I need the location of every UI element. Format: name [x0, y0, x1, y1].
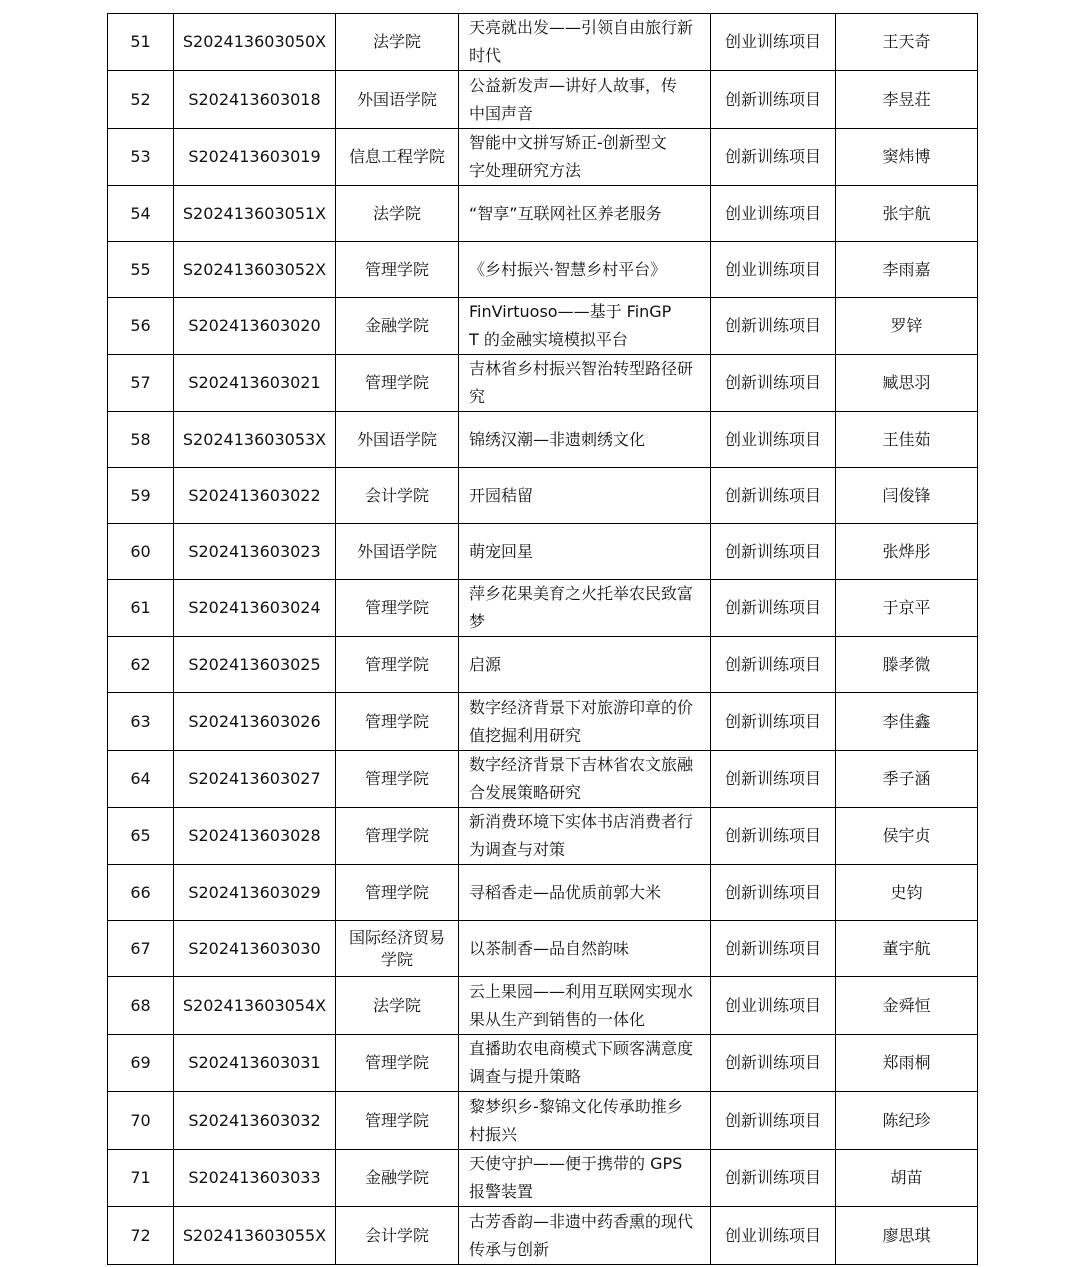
- row-number: 57: [108, 355, 174, 412]
- table-row: [108, 1035, 978, 1092]
- project-code: S202413603029: [174, 865, 336, 921]
- project-type: 创业训练项目: [711, 186, 836, 242]
- project-type: 创新训练项目: [711, 580, 836, 637]
- project-code: S202413603024: [174, 580, 336, 637]
- project-name: 萍乡花果美育之火托举农民致富 梦: [459, 580, 711, 637]
- project-leader: 侯宇贞: [836, 808, 978, 865]
- project-code: S202413603053X: [174, 412, 336, 468]
- table-row: [108, 751, 978, 808]
- college-name: 管理学院: [336, 693, 459, 751]
- college-name: 管理学院: [336, 1035, 459, 1092]
- project-leader: 王天奇: [836, 14, 978, 71]
- project-code: S202413603026: [174, 693, 336, 751]
- project-type: 创新训练项目: [711, 1035, 836, 1092]
- project-name: 黎梦织乡-黎锦文化传承助推乡 村振兴: [459, 1092, 711, 1150]
- row-number: 63: [108, 693, 174, 751]
- row-number: 51: [108, 14, 174, 71]
- table-row: [108, 637, 978, 693]
- college-name: 信息工程学院: [336, 129, 459, 186]
- project-code: S202413603020: [174, 298, 336, 355]
- project-leader: 李佳鑫: [836, 693, 978, 751]
- project-leader: 史钧: [836, 865, 978, 921]
- project-leader: 于京平: [836, 580, 978, 637]
- table-body: [108, 14, 978, 1265]
- project-name: 天使守护——便于携带的 GPS 报警装置: [459, 1150, 711, 1207]
- project-type: 创业训练项目: [711, 14, 836, 71]
- project-leader: 季子涵: [836, 751, 978, 808]
- project-type: 创新训练项目: [711, 1150, 836, 1207]
- college-name: 国际经济贸易 学院: [336, 921, 459, 977]
- table-row: [108, 977, 978, 1035]
- project-type: 创新训练项目: [711, 524, 836, 580]
- project-name: 天亮就出发——引领自由旅行新 时代: [459, 14, 711, 71]
- college-name: 管理学院: [336, 355, 459, 412]
- project-type: 创新训练项目: [711, 71, 836, 129]
- college-name: 管理学院: [336, 808, 459, 865]
- table-row: [108, 298, 978, 355]
- project-type: 创业训练项目: [711, 1207, 836, 1265]
- project-name: 以茶制香—品自然韵味: [459, 921, 711, 977]
- project-leader: 董宇航: [836, 921, 978, 977]
- table-row: [108, 808, 978, 865]
- project-leader: 李雨嘉: [836, 242, 978, 298]
- row-number: 59: [108, 468, 174, 524]
- project-name: “智享”互联网社区养老服务: [459, 186, 711, 242]
- project-name: 锦绣汉潮—非遗刺绣文化: [459, 412, 711, 468]
- project-leader: 李昱荘: [836, 71, 978, 129]
- project-code: S202413603031: [174, 1035, 336, 1092]
- college-name: 管理学院: [336, 751, 459, 808]
- project-name: FinVirtuoso——基于 FinGP T 的金融实境模拟平台: [459, 298, 711, 355]
- row-number: 62: [108, 637, 174, 693]
- college-name: 管理学院: [336, 1092, 459, 1150]
- project-name: 萌宠回星: [459, 524, 711, 580]
- row-number: 67: [108, 921, 174, 977]
- table-row: [108, 693, 978, 751]
- table-row: [108, 1150, 978, 1207]
- college-name: 金融学院: [336, 1150, 459, 1207]
- project-type: 创新训练项目: [711, 298, 836, 355]
- project-code: S202413603050X: [174, 14, 336, 71]
- project-type: 创新训练项目: [711, 921, 836, 977]
- project-name: 云上果园——利用互联网实现水 果从生产到销售的一体化: [459, 977, 711, 1035]
- project-type: 创新训练项目: [711, 129, 836, 186]
- project-code: S202413603019: [174, 129, 336, 186]
- row-number: 54: [108, 186, 174, 242]
- project-code: S202413603054X: [174, 977, 336, 1035]
- project-name: 古芳香韵—非遗中药香熏的现代 传承与创新: [459, 1207, 711, 1265]
- table-row: [108, 14, 978, 71]
- project-code: S202413603018: [174, 71, 336, 129]
- project-leader: 张烨彤: [836, 524, 978, 580]
- row-number: 71: [108, 1150, 174, 1207]
- college-name: 金融学院: [336, 298, 459, 355]
- row-number: 56: [108, 298, 174, 355]
- table-row: [108, 524, 978, 580]
- project-leader: 窦炜博: [836, 129, 978, 186]
- project-leader: 罗锌: [836, 298, 978, 355]
- project-type: 创业训练项目: [711, 412, 836, 468]
- project-table: [107, 13, 978, 1265]
- row-number: 55: [108, 242, 174, 298]
- project-type: 创新训练项目: [711, 808, 836, 865]
- college-name: 会计学院: [336, 1207, 459, 1265]
- table-row: [108, 865, 978, 921]
- project-leader: 郑雨桐: [836, 1035, 978, 1092]
- project-type: 创新训练项目: [711, 1092, 836, 1150]
- project-name: 智能中文拼写矫正-创新型文 字处理研究方法: [459, 129, 711, 186]
- project-type: 创业训练项目: [711, 242, 836, 298]
- table-row: [108, 186, 978, 242]
- project-code: S202413603030: [174, 921, 336, 977]
- row-number: 72: [108, 1207, 174, 1265]
- project-name: 直播助农电商模式下顾客满意度 调查与提升策略: [459, 1035, 711, 1092]
- project-type: 创业训练项目: [711, 977, 836, 1035]
- row-number: 60: [108, 524, 174, 580]
- project-type: 创新训练项目: [711, 751, 836, 808]
- project-name: 数字经济背景下对旅游印章的价 值挖掘利用研究: [459, 693, 711, 751]
- project-leader: 闫俊锋: [836, 468, 978, 524]
- project-code: S202413603055X: [174, 1207, 336, 1265]
- project-code: S202413603025: [174, 637, 336, 693]
- project-name: 数字经济背景下吉林省农文旅融 合发展策略研究: [459, 751, 711, 808]
- college-name: 管理学院: [336, 865, 459, 921]
- project-name: 寻稻香走—品优质前郭大米: [459, 865, 711, 921]
- project-code: S202413603023: [174, 524, 336, 580]
- project-code: S202413603033: [174, 1150, 336, 1207]
- table-row: [108, 71, 978, 129]
- project-code: S202413603027: [174, 751, 336, 808]
- project-code: S202413603052X: [174, 242, 336, 298]
- row-number: 52: [108, 71, 174, 129]
- project-leader: 滕孝微: [836, 637, 978, 693]
- table-row: [108, 242, 978, 298]
- row-number: 70: [108, 1092, 174, 1150]
- college-name: 外国语学院: [336, 524, 459, 580]
- college-name: 法学院: [336, 977, 459, 1035]
- project-type: 创新训练项目: [711, 637, 836, 693]
- table-row: [108, 580, 978, 637]
- project-leader: 臧思羽: [836, 355, 978, 412]
- college-name: 法学院: [336, 186, 459, 242]
- college-name: 管理学院: [336, 637, 459, 693]
- table-row: [108, 129, 978, 186]
- project-type: 创新训练项目: [711, 865, 836, 921]
- table-row: [108, 355, 978, 412]
- project-type: 创新训练项目: [711, 693, 836, 751]
- college-name: 法学院: [336, 14, 459, 71]
- row-number: 66: [108, 865, 174, 921]
- project-leader: 金舜恒: [836, 977, 978, 1035]
- row-number: 53: [108, 129, 174, 186]
- table-row: [108, 1092, 978, 1150]
- project-leader: 张宇航: [836, 186, 978, 242]
- project-code: S202413603021: [174, 355, 336, 412]
- project-leader: 胡苗: [836, 1150, 978, 1207]
- table-row: [108, 921, 978, 977]
- row-number: 61: [108, 580, 174, 637]
- project-code: S202413603022: [174, 468, 336, 524]
- project-leader: 王佳茹: [836, 412, 978, 468]
- project-code: S202413603032: [174, 1092, 336, 1150]
- table-row: [108, 468, 978, 524]
- project-name: 新消费环境下实体书店消费者行 为调查与对策: [459, 808, 711, 865]
- college-name: 外国语学院: [336, 412, 459, 468]
- row-number: 64: [108, 751, 174, 808]
- row-number: 65: [108, 808, 174, 865]
- college-name: 管理学院: [336, 242, 459, 298]
- college-name: 外国语学院: [336, 71, 459, 129]
- project-leader: 陈纪珍: [836, 1092, 978, 1150]
- row-number: 68: [108, 977, 174, 1035]
- project-name: 吉林省乡村振兴智治转型路径研 究: [459, 355, 711, 412]
- project-leader: 廖思琪: [836, 1207, 978, 1265]
- project-code: S202413603051X: [174, 186, 336, 242]
- table-row: [108, 412, 978, 468]
- project-code: S202413603028: [174, 808, 336, 865]
- project-name: 《乡村振兴·智慧乡村平台》: [459, 242, 711, 298]
- row-number: 69: [108, 1035, 174, 1092]
- college-name: 管理学院: [336, 580, 459, 637]
- college-name: 会计学院: [336, 468, 459, 524]
- table-row: [108, 1207, 978, 1265]
- project-name: 开园秸留: [459, 468, 711, 524]
- project-name: 启源: [459, 637, 711, 693]
- project-name: 公益新发声—讲好人故事，传 中国声音: [459, 71, 711, 129]
- project-type: 创新训练项目: [711, 468, 836, 524]
- row-number: 58: [108, 412, 174, 468]
- project-type: 创新训练项目: [711, 355, 836, 412]
